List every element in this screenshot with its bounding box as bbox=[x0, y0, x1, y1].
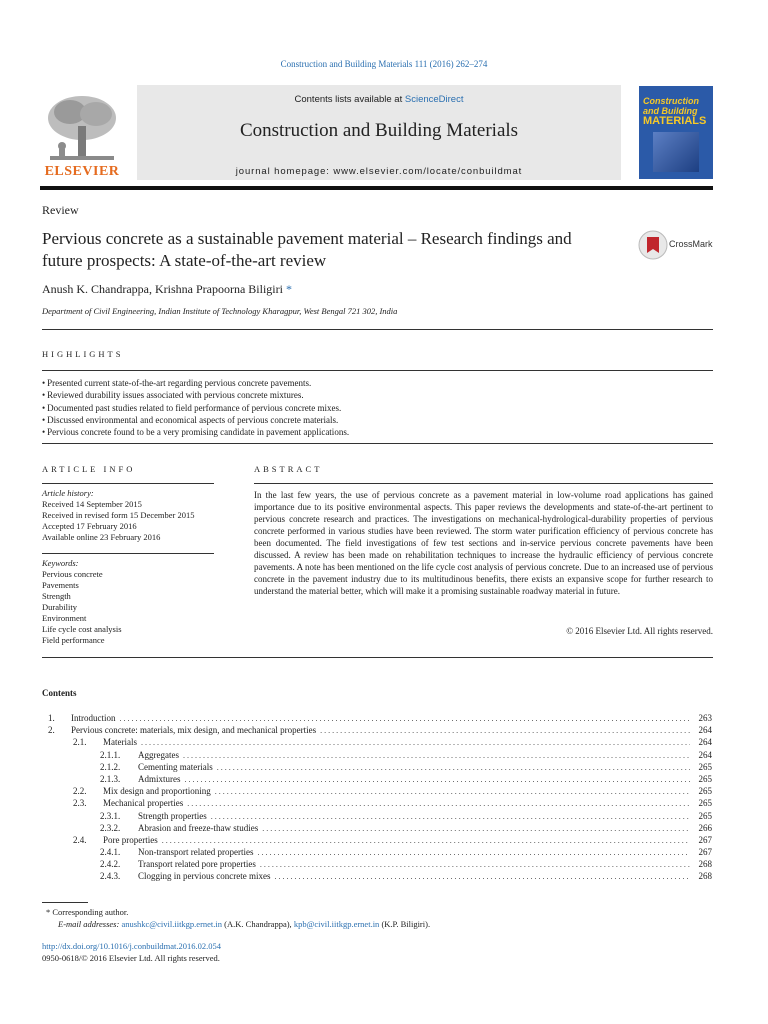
email-owner-chandrappa: (A.K. Chandrappa), bbox=[224, 919, 292, 929]
toc-entry-number: 2.4.1. bbox=[100, 847, 121, 858]
journal-cover-thumbnail[interactable] bbox=[639, 86, 713, 179]
toc-entry-number: 2.3.1. bbox=[100, 810, 121, 821]
toc-entry-title[interactable]: Clogging in pervious concrete mixes bbox=[138, 871, 271, 882]
toc-entry-number: 2.3.2. bbox=[100, 822, 121, 833]
toc-entry[interactable] bbox=[42, 858, 712, 870]
toc-entry-page: 264 bbox=[698, 737, 712, 748]
abstract-text: In the last few years, the use of pervious concrete as a pavement material in low-volume road applications has gained importance due to its positive environmental aspects. This paper reviews the developments and state-of-the-art pertinent to pervious concrete research and practices. The investigations on mechanical-hydrological-durability properties of pervious concrete performed in various studies have been reviewed. The storm water purification efficiency of pervious concrete has been documented. The field investigations of few test sections and in-service pervious concrete pavements have been discussed. A review has been made on rehabilitation techniques to increase the hydraulic efficiency of pervious concrete pavements. A note has been mentioned on the life cycle cost analysis of pervious concrete. Due to an increased use of pervious concrete in the pavement industry due to its multitudinous benefits, there exists an expansive scope for further research to understand the material better, which will make it a promising sustainable roadway material in future. bbox=[254, 490, 713, 596]
doi-link[interactable]: http://dx.doi.org/10.1016/j.conbuildmat.2016.02.054 bbox=[42, 941, 222, 951]
corresponding-note bbox=[46, 906, 128, 918]
toc-entry-title[interactable]: Abrasion and freeze-thaw studies bbox=[138, 822, 259, 833]
toc-entry-number: 2.1.3. bbox=[100, 773, 121, 784]
crossmark-label[interactable]: CrossMark bbox=[669, 239, 713, 249]
email-label: E-mail addresses: bbox=[58, 919, 120, 929]
toc-dot-leader bbox=[274, 870, 690, 883]
toc-entry-number: 1. bbox=[48, 713, 55, 723]
divider bbox=[42, 553, 214, 554]
toc-entry-page: 265 bbox=[698, 786, 712, 797]
toc-entry[interactable] bbox=[42, 785, 712, 797]
toc-entry-number: 2.4.2. bbox=[100, 859, 121, 870]
toc-entry[interactable] bbox=[42, 749, 712, 761]
toc-entry-number: 2.1.1. bbox=[100, 749, 121, 760]
toc-entry-title[interactable]: Mix design and proportioning bbox=[103, 786, 211, 797]
toc-entry-number: 2.3. bbox=[73, 798, 87, 809]
toc-entry-page: 267 bbox=[698, 847, 712, 858]
toc-entry[interactable] bbox=[42, 724, 712, 736]
toc-entry-number: 2.1.2. bbox=[100, 761, 121, 772]
toc-entry-title[interactable]: Admixtures bbox=[138, 773, 181, 784]
highlight-item: • Presented current state-of-the-art regarding pervious concrete pavements. bbox=[42, 377, 712, 389]
contents-available-text: Contents lists available at bbox=[294, 94, 405, 105]
crossmark-icon[interactable] bbox=[638, 230, 668, 260]
keyword: Field performance bbox=[42, 635, 105, 645]
article-info-heading: ARTICLE INFO bbox=[42, 464, 136, 474]
toc-entry-page: 267 bbox=[698, 834, 712, 845]
footnote-divider bbox=[42, 902, 88, 903]
affiliation: Department of Civil Engineering, Indian Institute of Technology Kharagpur, West Bengal 721 302, India bbox=[42, 306, 398, 316]
toc-entry[interactable] bbox=[42, 797, 712, 809]
journal-title: Construction and Building Materials bbox=[239, 120, 519, 141]
toc-entry-page: 266 bbox=[698, 822, 712, 833]
highlight-item: • Documented past studies related to field performance of pervious concrete mixes. bbox=[42, 402, 712, 414]
article-type: Review bbox=[42, 203, 79, 217]
email-note bbox=[58, 918, 430, 930]
highlight-item: • Pervious concrete found to be a very promising candidate in pavement applications. bbox=[42, 426, 712, 438]
divider bbox=[42, 329, 713, 330]
toc-entry-number: 2.2. bbox=[73, 786, 87, 797]
divider bbox=[42, 443, 713, 444]
author-names: Anush K. Chandrappa, Krishna Prapoorna Biligiri bbox=[42, 282, 283, 296]
toc-entry-page: 264 bbox=[698, 749, 712, 760]
history-entry: Available online 23 February 2016 bbox=[42, 532, 161, 542]
toc-entry-page: 263 bbox=[698, 713, 712, 723]
toc-entry-number: 2.4.3. bbox=[100, 871, 121, 882]
toc-entry-title[interactable]: Transport related pore properties bbox=[138, 859, 256, 870]
divider bbox=[42, 370, 713, 371]
abstract-heading: ABSTRACT bbox=[254, 464, 323, 474]
cover-title-line1: Construction bbox=[643, 96, 699, 106]
history-entry: Received 14 September 2015 bbox=[42, 499, 142, 509]
keyword: Pervious concrete bbox=[42, 569, 103, 579]
cover-image bbox=[653, 132, 699, 172]
toc-entry[interactable] bbox=[42, 810, 712, 822]
table-of-contents bbox=[42, 712, 712, 883]
toc-entry[interactable] bbox=[42, 846, 712, 858]
header-divider bbox=[40, 186, 713, 190]
toc-entry-page: 268 bbox=[698, 859, 712, 870]
toc-entry-page: 265 bbox=[698, 810, 712, 821]
article-history bbox=[42, 488, 214, 543]
email-owner-biligiri: (K.P. Biligiri). bbox=[381, 919, 431, 929]
highlight-item: • Reviewed durability issues associated with pervious concrete mixtures. bbox=[42, 389, 712, 401]
email-link-chandrappa[interactable]: anushkc@civil.iitkgp.ernet.in bbox=[121, 919, 223, 929]
toc-entry[interactable] bbox=[42, 870, 712, 882]
cover-title-line3: MATERIALS bbox=[643, 115, 707, 127]
article-title: Pervious concrete as a sustainable pavement material – Research findings and future prospects: A state-of-the-art review bbox=[42, 229, 572, 270]
issn-line: 0950-0618/© 2016 Elsevier Ltd. All rights reserved. bbox=[42, 953, 220, 963]
elsevier-tree-logo bbox=[40, 92, 124, 164]
toc-entry-page: 265 bbox=[698, 761, 712, 772]
footnote-mark: * bbox=[46, 907, 51, 917]
journal-citation-link[interactable]: Construction and Building Materials 111 (2016) 262–274 bbox=[280, 59, 488, 69]
history-entry: Received in revised form 15 December 2015 bbox=[42, 510, 195, 520]
corresponding-author-mark[interactable]: * bbox=[285, 282, 292, 296]
keyword: Durability bbox=[42, 602, 77, 612]
corresponding-author-text: Corresponding author. bbox=[52, 907, 129, 917]
highlights-heading: HIGHLIGHTS bbox=[42, 349, 124, 359]
toc-entry[interactable] bbox=[42, 822, 712, 834]
toc-entry[interactable] bbox=[42, 712, 712, 724]
toc-entry-page: 264 bbox=[698, 725, 712, 736]
toc-entry[interactable] bbox=[42, 761, 712, 773]
keyword: Environment bbox=[42, 613, 87, 623]
toc-entry-page: 268 bbox=[698, 871, 712, 882]
toc-entry[interactable] bbox=[42, 834, 712, 846]
toc-entry-title[interactable]: Cementing materials bbox=[138, 761, 213, 772]
author-list bbox=[42, 282, 292, 297]
contents-available-line bbox=[137, 94, 621, 105]
article-history-label: Article history: bbox=[42, 488, 94, 498]
toc-entry-title[interactable]: Materials bbox=[103, 737, 137, 748]
toc-entry-number: 2.4. bbox=[73, 834, 87, 845]
toc-entry-number: 2.1. bbox=[73, 737, 87, 748]
elsevier-wordmark: ELSEVIER bbox=[44, 164, 120, 179]
toc-entry-title[interactable]: Mechanical properties bbox=[103, 798, 184, 809]
toc-entry[interactable] bbox=[42, 773, 712, 785]
toc-entry-title[interactable]: Non-transport related properties bbox=[138, 847, 254, 858]
sciencedirect-link[interactable]: ScienceDirect bbox=[404, 94, 464, 105]
journal-homepage[interactable]: journal homepage: www.elsevier.com/locate/conbuildmat bbox=[235, 166, 523, 177]
toc-entry-title[interactable]: Pervious concrete: materials, mix design, and mechanical properties bbox=[71, 725, 317, 736]
toc-entry-title[interactable]: Pore properties bbox=[103, 834, 158, 845]
divider bbox=[254, 483, 713, 484]
cover-title-line2: and Building bbox=[643, 106, 698, 116]
keyword: Pavements bbox=[42, 580, 79, 590]
keywords-block bbox=[42, 558, 214, 646]
contents-heading: Contents bbox=[42, 688, 77, 698]
toc-entry-title[interactable]: Introduction bbox=[71, 713, 116, 723]
divider bbox=[42, 657, 713, 658]
toc-entry-number: 2. bbox=[48, 725, 55, 736]
toc-entry-page: 265 bbox=[698, 798, 712, 809]
cover-title bbox=[643, 96, 711, 126]
highlights-list bbox=[42, 377, 712, 438]
toc-entry-page: 265 bbox=[698, 773, 712, 784]
email-link-biligiri[interactable]: kpb@civil.iitkgp.ernet.in bbox=[293, 919, 380, 929]
keywords-label: Keywords: bbox=[42, 558, 79, 568]
abstract-copyright: © 2016 Elsevier Ltd. All rights reserved. bbox=[566, 626, 713, 636]
history-entry: Accepted 17 February 2016 bbox=[42, 521, 137, 531]
divider bbox=[42, 483, 214, 484]
toc-entry-title[interactable]: Strength properties bbox=[138, 810, 207, 821]
toc-entry[interactable] bbox=[42, 736, 712, 748]
highlight-item: • Discussed environmental and economical aspects of pervious concrete materials. bbox=[42, 414, 712, 426]
keyword: Life cycle cost analysis bbox=[42, 624, 122, 634]
keyword: Strength bbox=[42, 591, 71, 601]
toc-entry-title[interactable]: Aggregates bbox=[138, 749, 179, 760]
